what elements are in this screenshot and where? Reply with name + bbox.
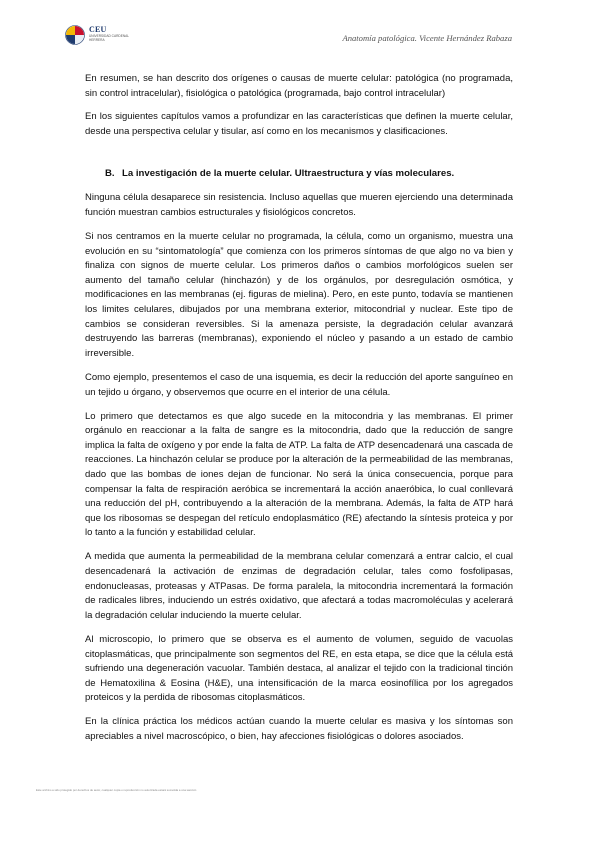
document-body [85, 72, 513, 754]
university-logo [65, 24, 129, 48]
body-paragraph: A medida que aumenta la permeabilidad de la membrana celular comenzará a entrar calcio, el cual desencadenará la activación de enzimas de degradación celular, tales como fosfolipasas, endonucleasas, proteasas y ATPasas. De forma paralela, la mitocondria incrementará la formación de radicales libres, induciendo un estrés oxidativo, que afectará a todas macromoléculas y acelerará la degradación celular induciendo la muerte celular. [85, 551, 513, 621]
logo-brand-text: CEU [89, 25, 107, 34]
intro-paragraph-2: En los siguientes capítulos vamos a profundizar en las características que definen la muerte celular, desde una perspectiva celular y tisular, así como en los mecanismos y clasificaciones. [85, 111, 513, 137]
body-paragraph: En la clínica práctica los médicos actúan cuando la muerte celular es masiva y los síntomas son apreciables a nivel macroscópico, o bien, hay afecciones fisiológicas o dolores asociados. [85, 716, 513, 742]
body-paragraph: Al microscopio, lo primero que se observa es el aumento de volumen, seguido de vacuolas citoplasmáticas, que principalmente son segmentos del RE, en esta etapa, se dice que la célula está sufriendo una degeneración vacuolar. También destaca, al analizar el tejido con la tradicional tinción de Hematoxilina & Eosina (H&E), una intensificación de la marca eosinofílica por los agregados proteicos y la perdida de ribosomas citoplasmáticos. [85, 633, 513, 704]
university-shield-icon [65, 25, 85, 45]
section-title: La investigación de la muerte celular. Ultraestructura y vías moleculares. [122, 168, 455, 180]
body-paragraph: Si nos centramos en la muerte celular no programada, la célula, como un organismo, muestra una evolución en su “sintomatología” que comienza con los primeros síntomas de que algo no va bien y finaliza con signos de muerte celular. Los primeros daños o cambios morfológicos suelen ser aumento del tamaño celular (hinchazón) y de los orgánulos, por desregulación osmótica, y modificaciones en las membranas (ej. figuras de mielina). Pero, en este punto, todavía se mantienen los limites celulares, dibujados por una membrana exterior, mitocondrial y nuclear. Este tipo de cambios se consideran reversibles. Si la amenaza persiste, la degradación celular avanzará destruyendo las barreras (membranas), exponiendo el núcleo y pasando a un estado de cambio irreversible. [85, 231, 513, 359]
section-letter: B. [105, 168, 115, 180]
intro-paragraph-1: En resumen, se han descrito dos orígenes o causas de muerte celular: patológica (no programada, sin control intracelular), fisiológica o patológica (programada, bajo control intracelular) [85, 73, 513, 99]
body-paragraph: Lo primero que detectamos es que algo sucede en la mitocondria y las membranas. El primer orgánulo en reaccionar a la falta de sangre es la mitocondria, dado que la reducción de sangre implica la falta de oxígeno y por ende la falta de ATP. La falta de ATP desencadenará una cascada de reacciones. La hinchazón celular se produce por la alteración de la permeabilidad de las membranas, dado que las bombas de iones dejan de funcionar. No será la única consecuencia, porque para compensar la falta de respiración aeróbica se incrementará la acción anaeróbica, lo cual conllevará una reducción del pH, contribuyendo a la alteración de la membrana. Además, la falta de ATP hará que los ribosomas se despegan del retículo endoplasmático (RE) afectando la síntesis proteica y por lo tanto a la función y estabilidad celular. [85, 410, 513, 539]
body-paragraph: Como ejemplo, presentemos el caso de una isquemia, es decir la reducción del aporte sanguíneo en un tejido u órgano, y observemos que ocurre en el interior de una célula. [85, 371, 513, 398]
running-header: Anatomía patológica. Vicente Hernández Rabaza [342, 33, 512, 43]
body-paragraph: Ninguna célula desaparece sin resistencia. Incluso aquellas que mueren ejerciendo una determinada función muestran cambios estructurales y fisiológicos concretos. [85, 192, 513, 218]
section-heading [105, 168, 513, 180]
copyright-footer: Este archivo a sido protegido por derechos de autor, cualquier copia o reproducción no autorizada estará sometida a una sanción [36, 788, 197, 792]
logo-subtext: UNIVERSIDAD CARDENAL HERRERA [89, 34, 129, 42]
